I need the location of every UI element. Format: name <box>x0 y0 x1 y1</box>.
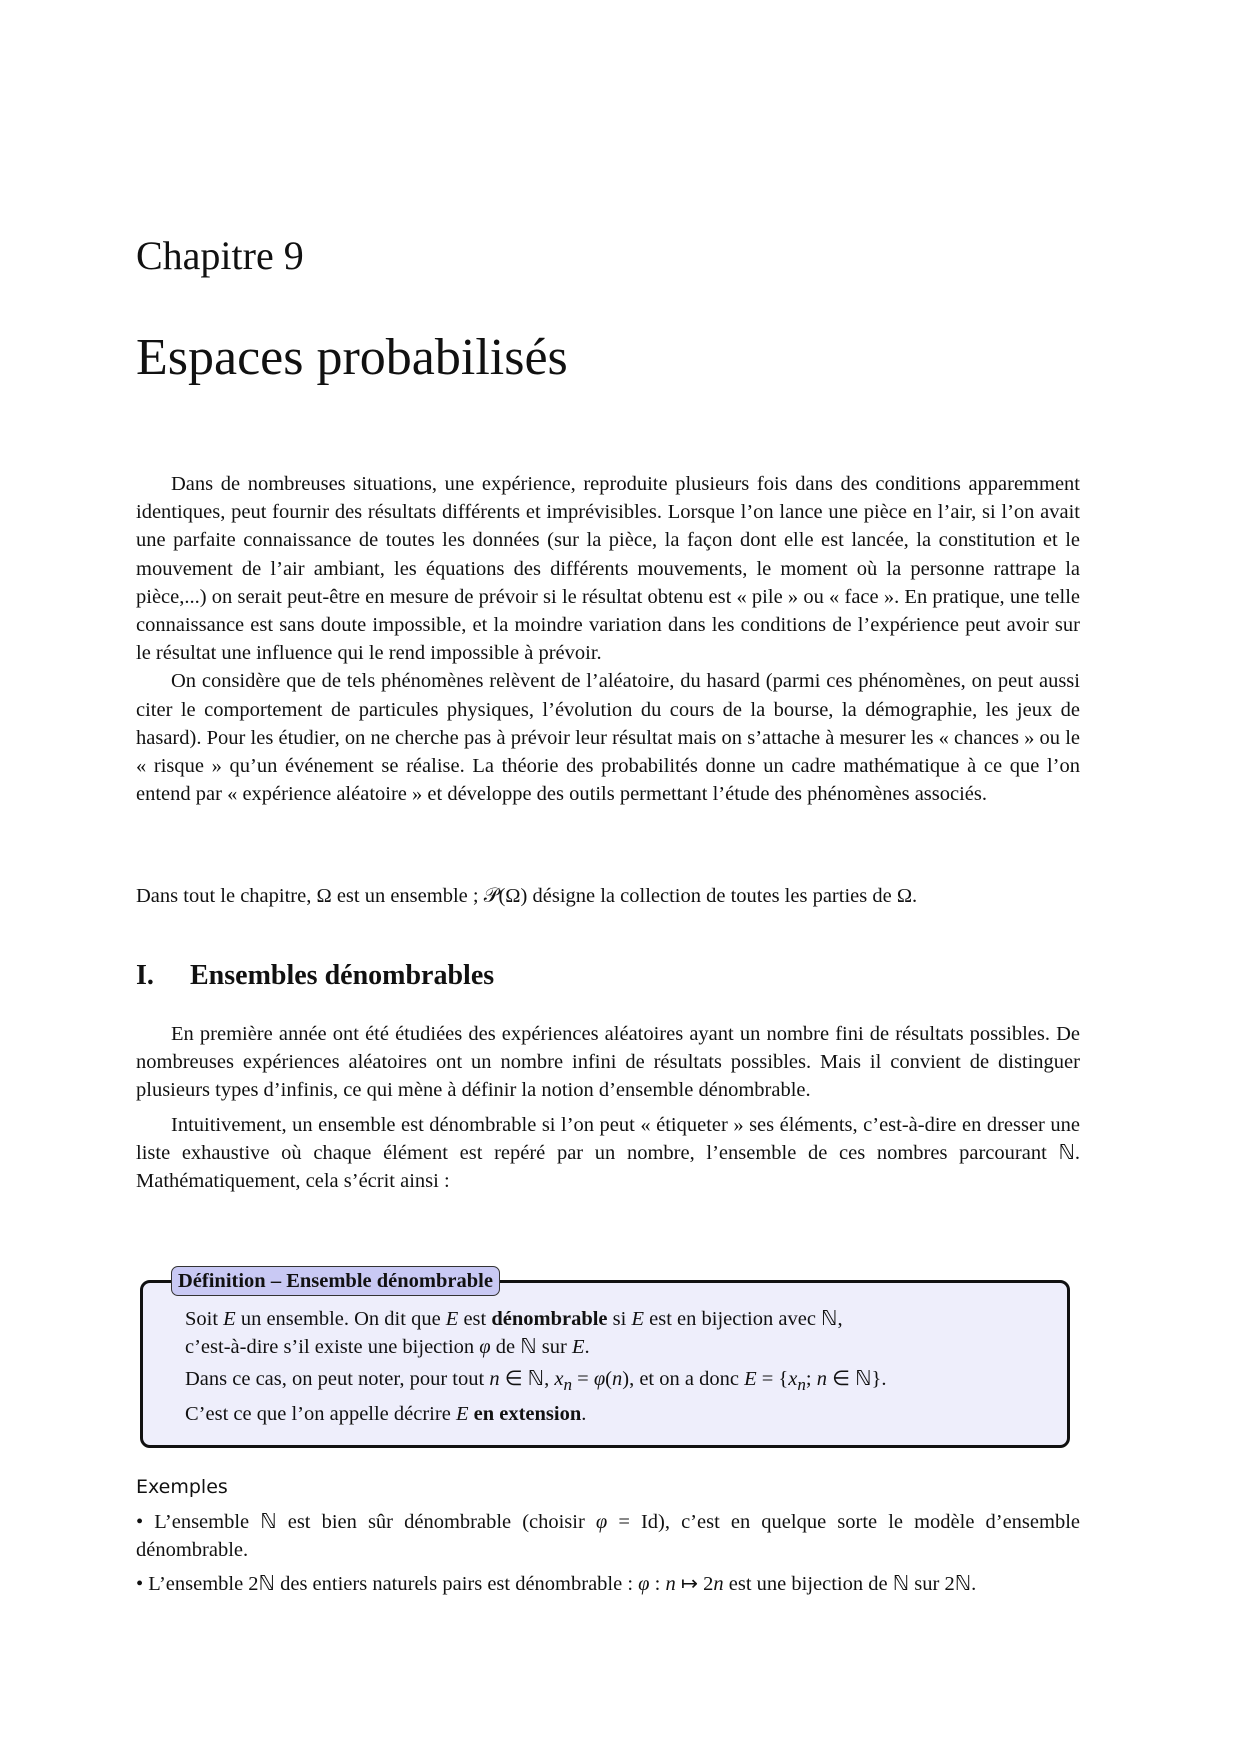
intro-paragraph: Dans de nombreuses situations, une expérience, reproduite plusieurs fois dans des conditions apparemment identiques, peut fournir des résultats différents et imprévisibles. Lorsque l’on lance une pièce en l’air, si l’on avait une parfaite connaissance de toutes les données (sur la pièce, la façon dont elle est lancée, la constitution et le mouvement de l’air ambiant, les équations des différents mouvements, le moment où la personne rattrape la pièce,...) on serait peut-être en mesure de prévoir si le résultat obtenu est « pile » ou « face ». En pratique, une telle connaissance est sans doute impossible, et la moindre variation dans les conditions de l’expérience peut avoir sur le résultat une influence qui le rend impossible à prévoir. <box>136 473 1080 665</box>
chapter-number: Chapitre 9 <box>136 233 304 278</box>
text-segment: n <box>612 1368 623 1391</box>
text-segment: E <box>744 1368 757 1391</box>
text-segment: x <box>788 1368 798 1391</box>
text-segment: C’est ce que l’on appelle décrire <box>185 1402 456 1425</box>
text-segment: est en bijection avec ℕ, <box>644 1308 843 1330</box>
term-bold: en extension <box>473 1402 582 1425</box>
text-segment: E <box>223 1308 236 1330</box>
text-segment: φ <box>479 1336 491 1359</box>
text-segment: . <box>584 1336 590 1359</box>
section-title: Ensembles dénombrables <box>190 960 495 991</box>
text-segment: : <box>649 1573 666 1596</box>
text-segment: n <box>563 1375 573 1395</box>
text-segment: n <box>816 1368 827 1391</box>
text-segment: ; <box>805 1368 817 1391</box>
definition-title: Définition – Ensemble dénombrable <box>171 1266 500 1296</box>
intro <box>136 470 1080 808</box>
text-segment: . <box>581 1402 587 1425</box>
text-segment: φ <box>593 1368 606 1391</box>
section-body <box>136 1020 1080 1195</box>
text-segment: si <box>607 1308 632 1330</box>
term-bold: dénombrable <box>491 1308 608 1330</box>
text-segment: = Id), c’est en quelque sorte le modèle d’ensemble dénombrable. <box>136 1511 1080 1562</box>
text-segment: φ <box>595 1511 608 1533</box>
text-segment: E <box>445 1308 459 1330</box>
text-segment: n <box>665 1573 676 1596</box>
examples-heading: Exemples <box>136 1476 228 1498</box>
notation-paragraph: Dans tout le chapitre, Ω est un ensemble ; 𝒫(Ω) désigne la collection de toutes les parties de Ω. <box>136 885 918 907</box>
text-segment: est <box>458 1308 492 1330</box>
text-segment: n <box>489 1368 500 1391</box>
paragraph: En première année ont été étudiées des expériences aléatoires ayant un nombre fini de résultats possibles. De nombreuses expériences aléatoires ont un nombre infini de résultats possibles. Mais il convient de distinguer plusieurs types d’infinis, ce qui mène à définir la notion d’ensemble dénombrable. <box>136 1023 1080 1102</box>
definition-body <box>185 1305 1027 1432</box>
text-segment: • L’ensemble 2ℕ des entiers naturels pairs est dénombrable : <box>136 1573 639 1596</box>
text-segment: c’est-à-dire s’il existe une bijection <box>185 1336 480 1359</box>
text-segment: φ <box>638 1573 650 1596</box>
text-segment: E <box>631 1308 645 1330</box>
section-number: I. <box>136 960 154 991</box>
text-segment: ( <box>605 1368 612 1391</box>
paragraph: Intuitivement, un ensemble est dénombrable si l’on peut « étiqueter » ses éléments, c’est-à-dire en dresser une liste exhaustive où chaque élément est repéré par un nombre, l’ensemble de ces nombres parcourant ℕ. Mathématiquement, cela s’écrit ainsi : <box>136 1113 1080 1193</box>
text-segment: ∈ ℕ}. <box>827 1368 887 1391</box>
text-segment: est une bijection de ℕ sur 2ℕ. <box>723 1573 977 1596</box>
text-segment: Soit <box>185 1308 224 1330</box>
text-segment: n <box>713 1573 724 1596</box>
example-item <box>136 1508 1080 1564</box>
section-heading <box>136 960 494 992</box>
text-segment: E <box>571 1336 585 1359</box>
examples-list <box>136 1508 1080 1605</box>
example-item <box>136 1570 1080 1598</box>
text-segment: ↦ 2 <box>675 1573 714 1596</box>
text-segment: ), et on a donc <box>622 1368 745 1391</box>
text-segment: un ensemble. On dit que <box>235 1308 446 1330</box>
text-segment: de ℕ sur <box>490 1336 572 1359</box>
chapter-title: Espaces probabilisés <box>136 329 568 386</box>
text-segment: = { <box>756 1368 789 1391</box>
text-segment: x <box>554 1368 564 1391</box>
text-segment: ∈ ℕ, <box>499 1368 555 1391</box>
text-segment: E <box>455 1402 469 1425</box>
definition-box <box>140 1270 1070 1448</box>
intro-paragraph: On considère que de tels phénomènes relèvent de l’aléatoire, du hasard (parmi ces phénomènes, on peut aussi citer le comportement de particules physiques, l’évolution du cours de la bourse, la démographie, les jeux de hasard). Pour les étudier, on ne cherche pas à prévoir leur résultat mais on s’attache à mesurer les « chances » ou le « risque » qu’un événement se réalise. La théorie des probabilités donne un cadre mathématique à ce que l’on entend par « expérience aléatoire » et développe des outils permettant l’étude des phénomènes associés. <box>136 670 1080 806</box>
text-segment: • L’ensemble ℕ est bien sûr dénombrable (choisir <box>136 1511 596 1533</box>
text-segment: Dans ce cas, on peut noter, pour tout <box>185 1368 490 1391</box>
text-segment: = <box>572 1368 594 1391</box>
text-segment: n <box>797 1375 806 1395</box>
